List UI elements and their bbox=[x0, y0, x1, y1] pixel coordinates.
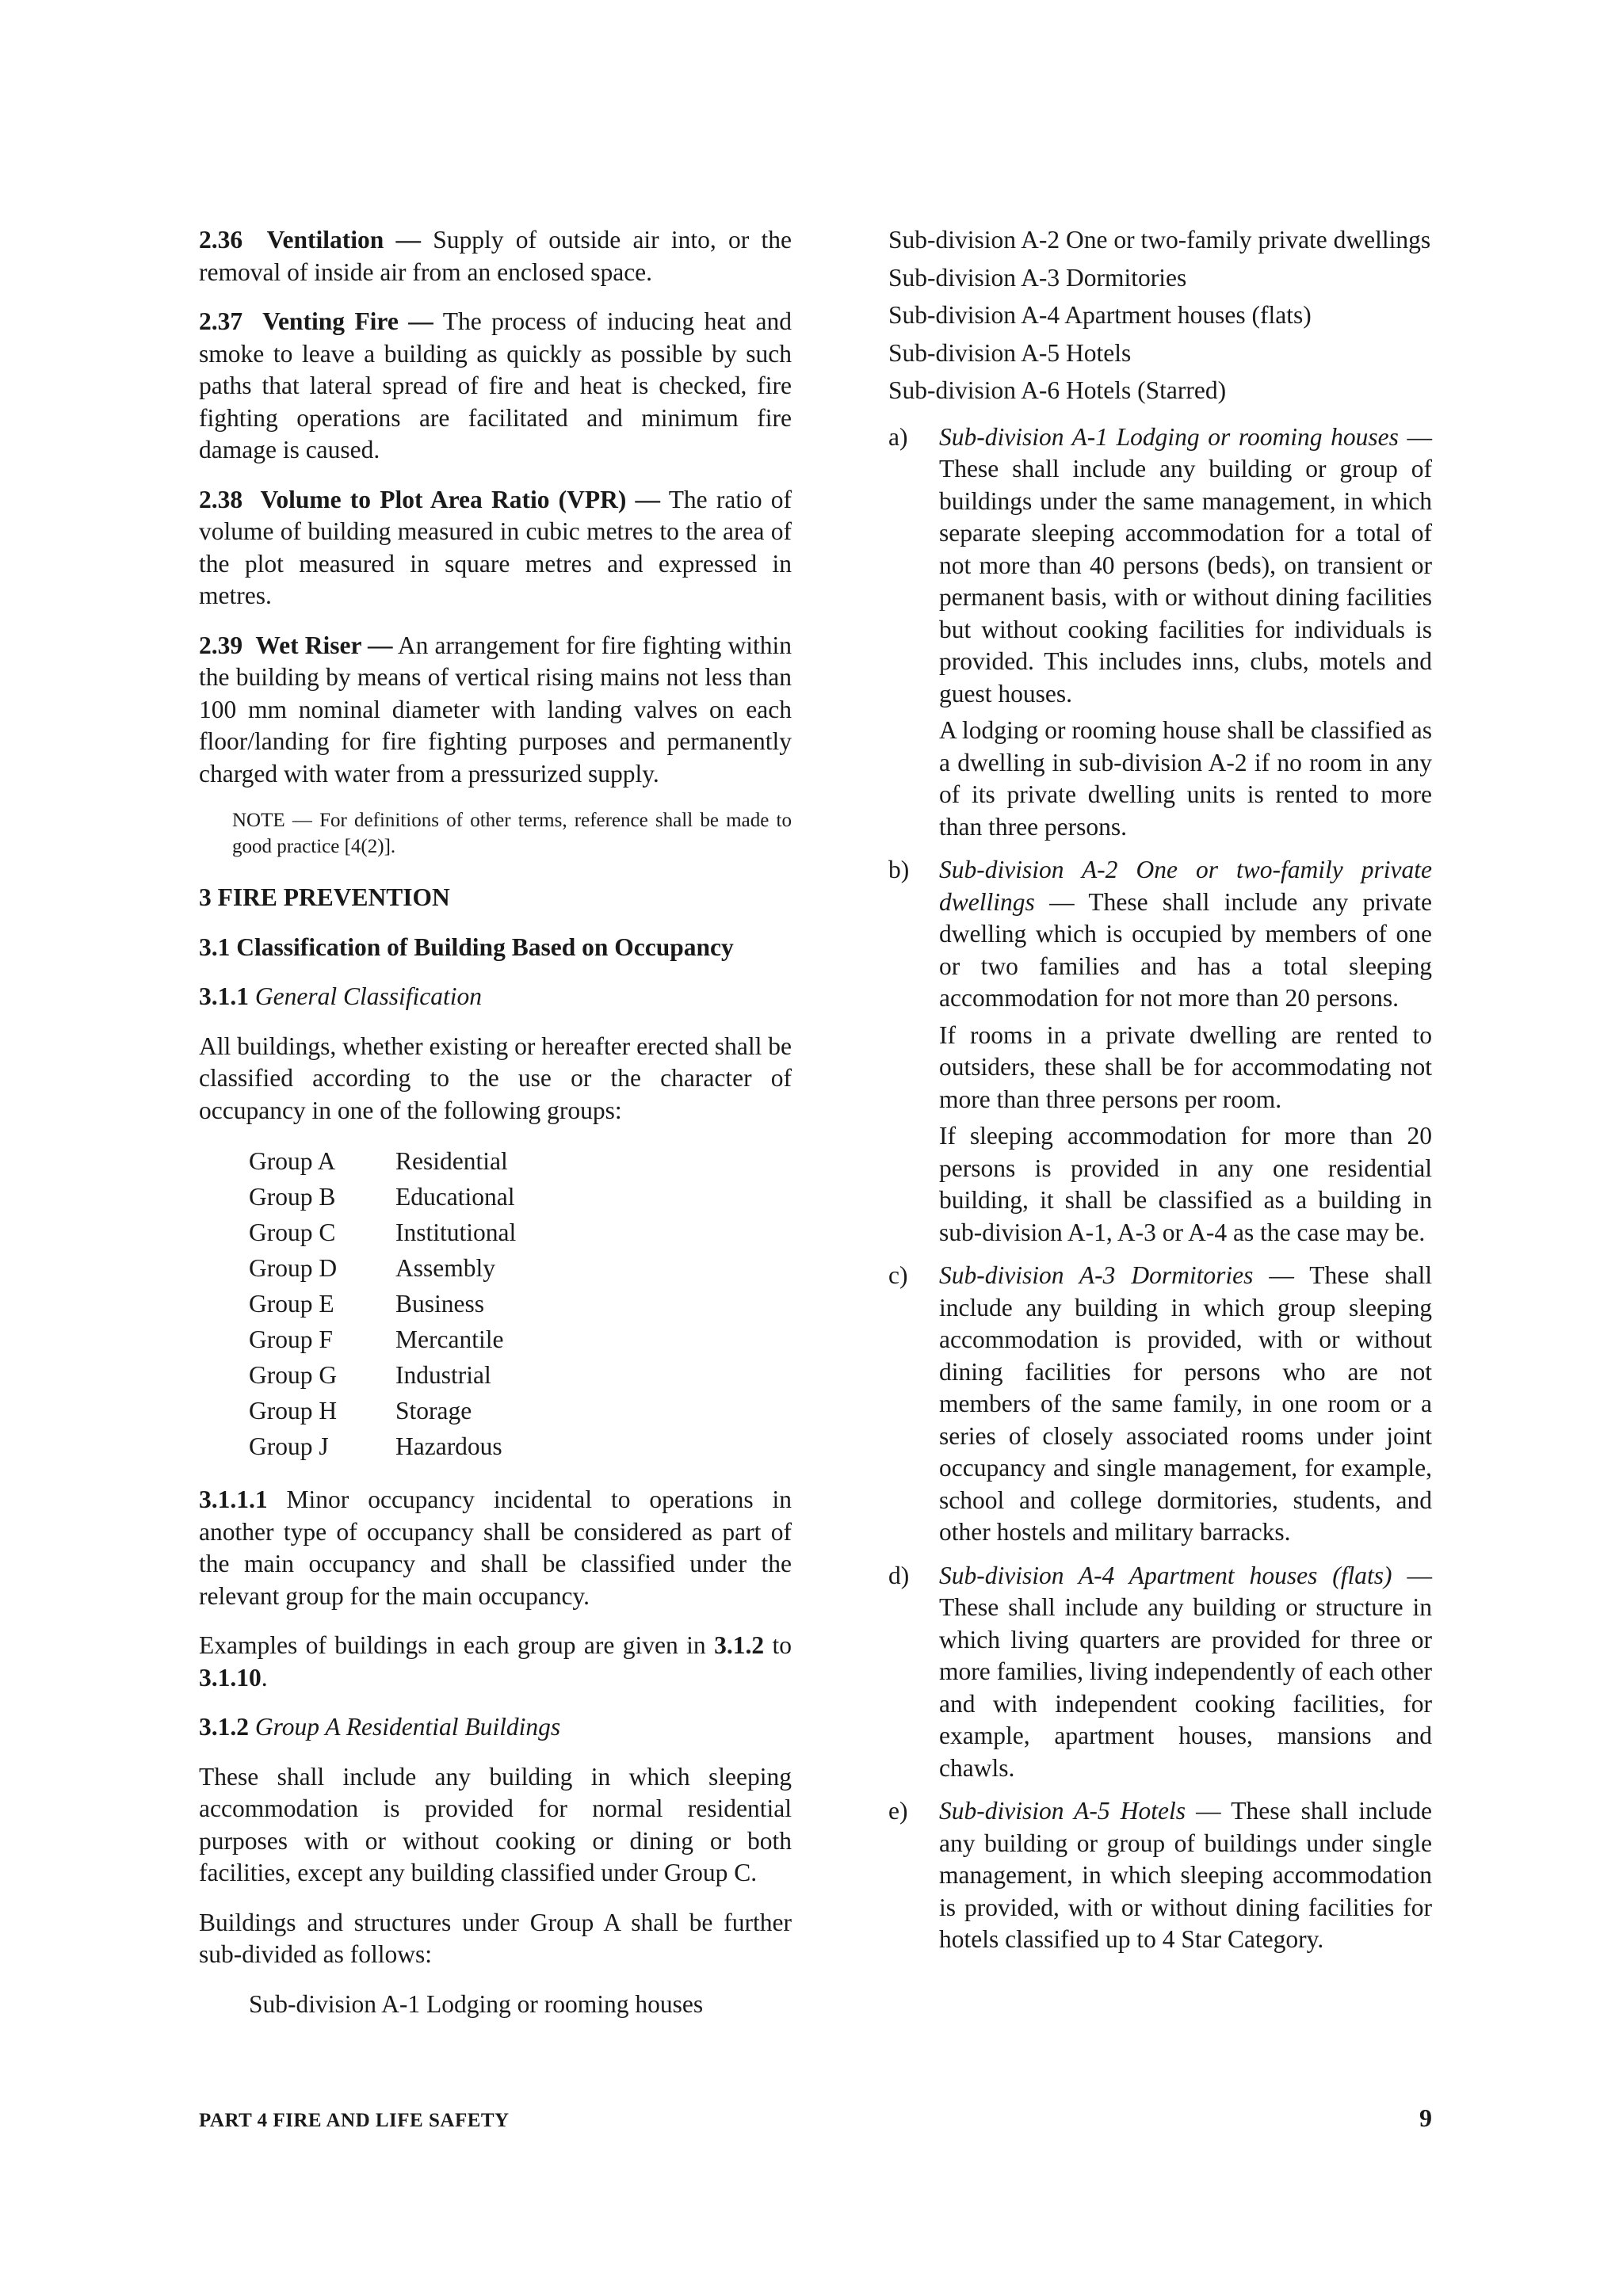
sub-division-line: Sub-division A-5 Hotels bbox=[888, 338, 1132, 367]
sub-division-line: Sub-division A-2 One or two-family private dwellings bbox=[888, 226, 1431, 254]
definitions-note: NOTE — For definitions of other terms, reference shall be made to good practice [4(2)]. bbox=[232, 810, 792, 857]
list-item-b: b) Sub-division A-2 One or two-family private dwellings — These shall include any private dwelling which is occupied by members of one or two families and has a total sleeping accommodation for not more than 20 persons. If rooms in a private dwelling are rented to outsiders, these shall be for accommodating not more than three persons per room. If sleeping accommodation for more than 20 persons is provided in any one residential building, it shall be classified as a building in sub-division A-1, A-3 or A-4 as the case may be. bbox=[888, 856, 1432, 1246]
occupancy-groups-list bbox=[249, 1144, 792, 1465]
section-heading-3-1-2: 3.1.2 Group A Residential Buildings bbox=[199, 1713, 561, 1741]
paragraph-3-1-2-a: These shall include any building in which sleeping accommodation is provided for normal residential purposes with or without cooking or dining or both facilities, except any building classified under Group C. bbox=[199, 1762, 792, 1886]
list-item-c: c) Sub-division A-3 Dormitories — These shall include any building in which group sleeping accommodation is provided, with or without dining facilities for persons who are not members of the same family, in one room or a series of closely associated rooms under joint occupancy and single management, for example, school and college dormitories, students, and other hostels and military barracks. bbox=[888, 1261, 1433, 1546]
list-item-a: a) Sub-division A-1 Lodging or rooming houses — These shall include any building or group of buildings under the same management, in which separate sleeping accommodation for a total of not more than 40 persons (beds), on transient or permanent basis, with or without dining facilities but without cooking facilities for individuals is provided. This includes inns, clubs, motels and guest houses. A lodging or rooming house shall be classified as a dwelling in sub-division A-2 if no room in any of its private dwelling units is rented to more than three persons. bbox=[888, 422, 1433, 841]
left-column bbox=[199, 224, 792, 2020]
examples-paragraph: Examples of buildings in each group are given in 3.1.2 to 3.1.10. bbox=[199, 1631, 792, 1691]
list-item-d: d) Sub-division A-4 Apartment houses (flats) — These shall include any building or structure in which living quarters are provided for three or more families, living independently of each other and with independent cooking facilities, for example, apartment houses, mansions and chawls. bbox=[888, 1561, 1432, 1782]
sub-division-list bbox=[888, 224, 1432, 407]
group-row: Group D Assembly bbox=[249, 1254, 495, 1283]
footer-part-title: PART 4 FIRE AND LIFE SAFETY bbox=[199, 2110, 510, 2131]
group-row: Group A Residential bbox=[249, 1147, 508, 1176]
right-column bbox=[888, 224, 1432, 1967]
group-row: Group G Industrial bbox=[249, 1361, 491, 1390]
sub-division-a1-line: Sub-division A-1 Lodging or rooming houses bbox=[249, 1989, 704, 2018]
definition-2-37: 2.37 Venting Fire — The process of inducing heat and smoke to leave a building as quickly as possible by such paths that lateral spread of fire and heat is checked, fire fighting operations are facilitated and minimum fire damage is caused. bbox=[199, 307, 792, 463]
page-footer bbox=[199, 2103, 1432, 2133]
paragraph-3-1-2-b: Buildings and structures under Group A shall be further sub-divided as follows: bbox=[199, 1908, 792, 1968]
definition-2-38: 2.38 Volume to Plot Area Ratio (VPR) — The ratio of volume of building measured in cubic metres to the area of the plot measured in square metres and expressed in metres. bbox=[199, 485, 792, 609]
paragraph-3-1-1-1: 3.1.1.1 Minor occupancy incidental to operations in another type of occupancy shall be considered as part of the main occupancy and shall be classified under the relevant group for the main occupancy. bbox=[199, 1486, 792, 1610]
section-heading-3-1: 3.1 Classification of Building Based on Occupancy bbox=[199, 933, 734, 961]
page-number: 9 bbox=[1419, 2103, 1432, 2132]
sub-division-line: Sub-division A-3 Dormitories bbox=[888, 263, 1187, 292]
group-row: Group B Educational bbox=[249, 1183, 515, 1211]
group-row: Group J Hazardous bbox=[249, 1432, 502, 1461]
section-heading-3-1-1: 3.1.1 General Classification bbox=[199, 982, 482, 1010]
sub-division-line: Sub-division A-6 Hotels (Starred) bbox=[888, 376, 1227, 404]
list-item-e: e) Sub-division A-5 Hotels — These shall include any building or group of buildings under single management, in which sleeping accommodation is provided, with or without dining facilities for hotels classified up to 4 Star Category. bbox=[888, 1797, 1433, 1953]
paragraph-3-1-1: All buildings, whether existing or hereafter erected shall be classified according to the use or the character of occupancy in one of the following groups: bbox=[199, 1032, 792, 1124]
group-row: Group H Storage bbox=[249, 1397, 472, 1425]
definition-2-39: 2.39 Wet Riser — An arrangement for fire fighting within the building by means of vertical rising mains not less than 100 mm nominal diameter with landing valves on each floor/landing for fire fighting purposes and permanently charged with water from a pressurized supply. bbox=[199, 631, 792, 788]
group-row: Group F Mercantile bbox=[249, 1325, 504, 1354]
sub-division-line: Sub-division A-4 Apartment houses (flats) bbox=[888, 301, 1312, 329]
group-row: Group E Business bbox=[249, 1290, 485, 1318]
section-heading-3: 3 FIRE PREVENTION bbox=[199, 883, 450, 911]
definition-2-36: 2.36 Ventilation — Supply of outside air into, or the removal of inside air from an enclosed space. bbox=[199, 226, 792, 286]
group-row: Group C Institutional bbox=[249, 1219, 517, 1247]
